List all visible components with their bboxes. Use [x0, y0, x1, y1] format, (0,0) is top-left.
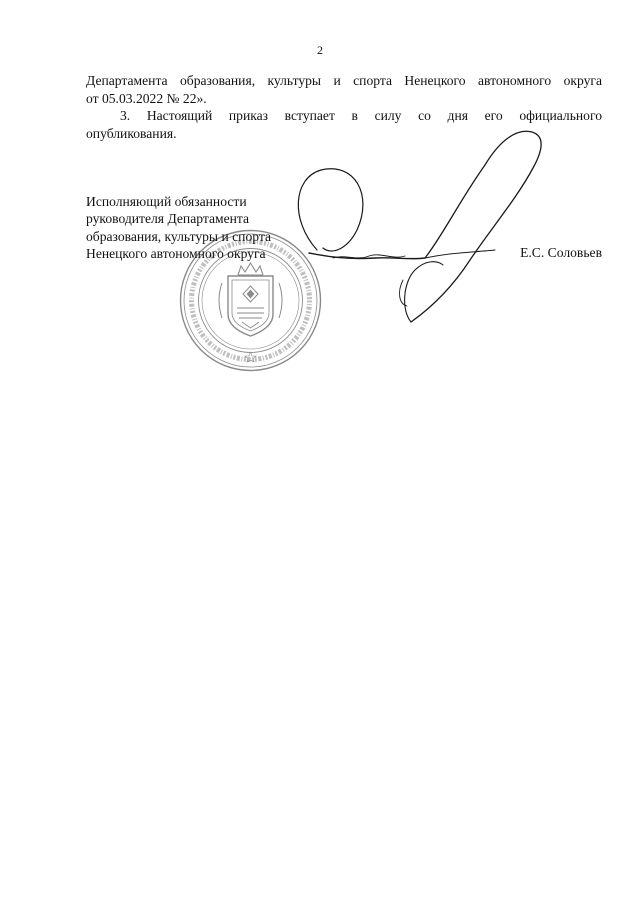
body-line-3: 3. Настоящий приказ вступает в силу со дня его официального	[120, 108, 602, 123]
signer-position-line-2: руководителя Департамента	[86, 211, 250, 227]
signer-name: Е.С. Соловьев	[520, 245, 602, 260]
body-line-2: от 05.03.2022 № 22».	[86, 90, 207, 106]
signer-position-line-4: Ненецкого автономного округа	[86, 246, 266, 262]
body-line-1: Департамента образования, культуры и спорта Ненецкого автономного округа	[86, 73, 602, 88]
signer-position-line-1: Исполняющий обязанности	[86, 194, 247, 209]
body-line-4: опубликования.	[86, 125, 177, 141]
handwritten-signature	[285, 120, 560, 330]
page-number: 2	[317, 43, 323, 57]
signer-position-line-3: образования, культуры и спорта	[86, 228, 272, 244]
signer-position	[86, 193, 271, 263]
